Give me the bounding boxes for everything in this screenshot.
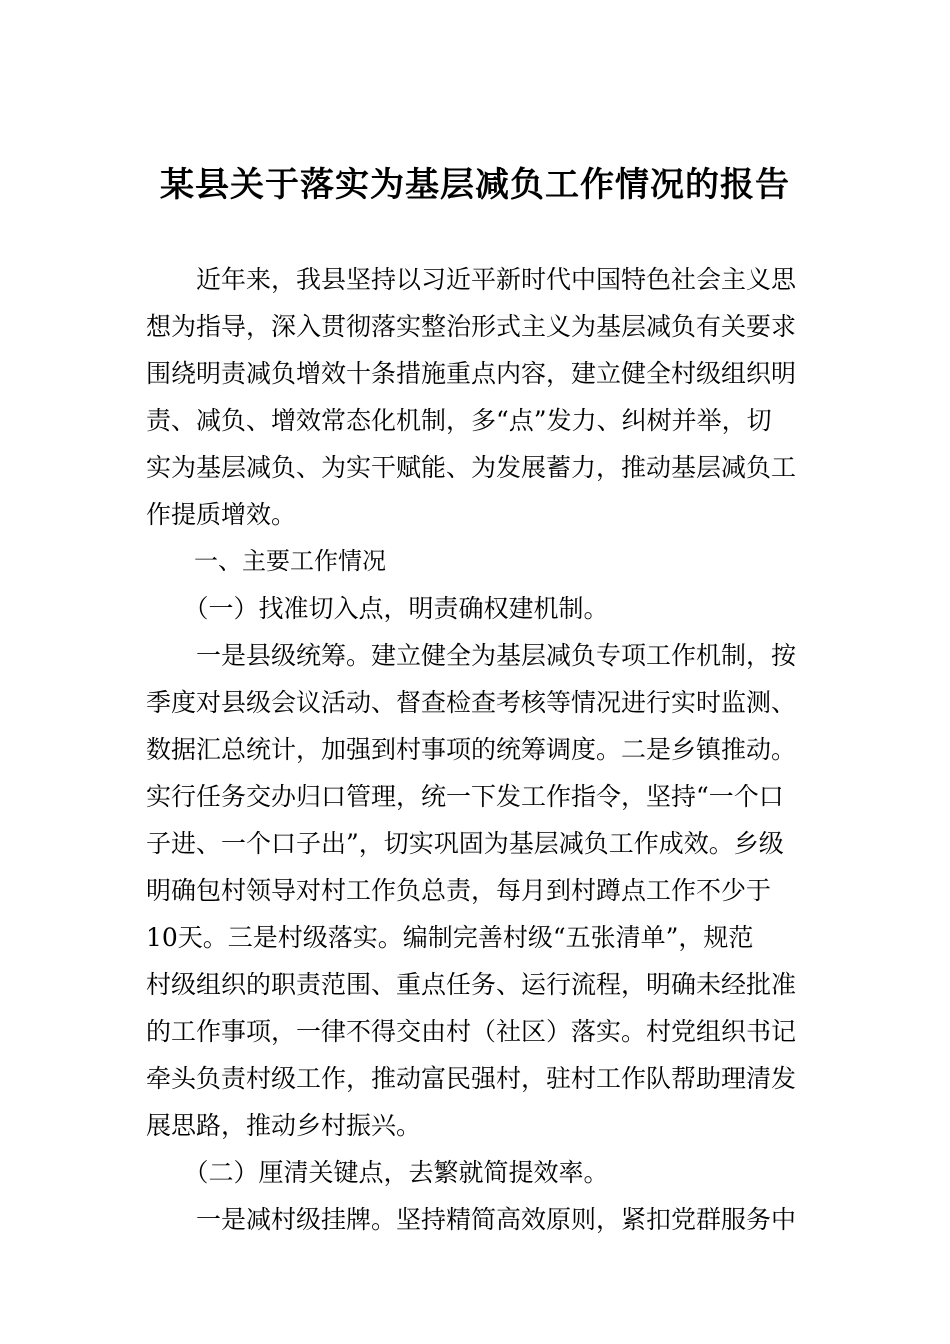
body-line: 责、减负、增效常态化机制，多“点”发力、纠树并举，切	[146, 406, 772, 435]
body-line: 一是减村级挂牌。坚持精简高效原则，紧扣党群服务中	[146, 1205, 797, 1234]
body-line: 10天。三是村级落实。编制完善村级“五张清单”，规范	[146, 923, 754, 952]
body-line: 实为基层减负、为实干赋能、为发展蓄力，推动基层减负工	[146, 453, 797, 482]
body-line: 围绕明责减负增效十条措施重点内容，建立健全村级组织明	[146, 359, 797, 388]
body-line: 牵头负责村级工作，推动富民强村，驻村工作队帮助理清发	[146, 1064, 797, 1093]
body-line: 近年来，我县坚持以习近平新时代中国特色社会主义思	[146, 265, 797, 294]
body-line: 想为指导，深入贯彻落实整治形式主义为基层减负有关要求	[146, 312, 797, 341]
subsection-heading: （一）找准切入点，明责确权建机制。	[146, 594, 609, 623]
body-line: 的工作事项，一律不得交由村（社区）落实。村党组织书记	[146, 1017, 797, 1046]
document-body	[146, 256, 810, 1243]
body-line: 实行任务交办归口管理，统一下发工作指令，坚持“一个口	[146, 782, 784, 811]
section-heading: 一、主要工作情况	[146, 547, 386, 575]
subsection-heading: （二）厘清关键点，去繁就简提效率。	[146, 1158, 609, 1187]
body-line: 子进、一个口子出”，切实巩固为基层减负工作成效。乡级	[146, 829, 784, 858]
body-line: 展思路，推动乡村振兴。	[146, 1111, 422, 1140]
body-line: 一是县级统筹。建立健全为基层减负专项工作机制，按	[146, 641, 797, 670]
body-line: 数据汇总统计，加强到村事项的统筹调度。二是乡镇推动。	[146, 735, 797, 764]
body-line: 作提质增效。	[146, 500, 297, 529]
document-title: 某县关于落实为基层减负工作情况的报告	[160, 165, 790, 205]
body-line: 明确包村领导对村工作负总责，每月到村蹲点工作不少于	[146, 876, 772, 905]
body-line: 季度对县级会议活动、督查检查考核等情况进行实时监测、	[146, 688, 797, 717]
body-line: 村级组织的职责范围、重点任务、运行流程，明确未经批准	[146, 970, 797, 999]
